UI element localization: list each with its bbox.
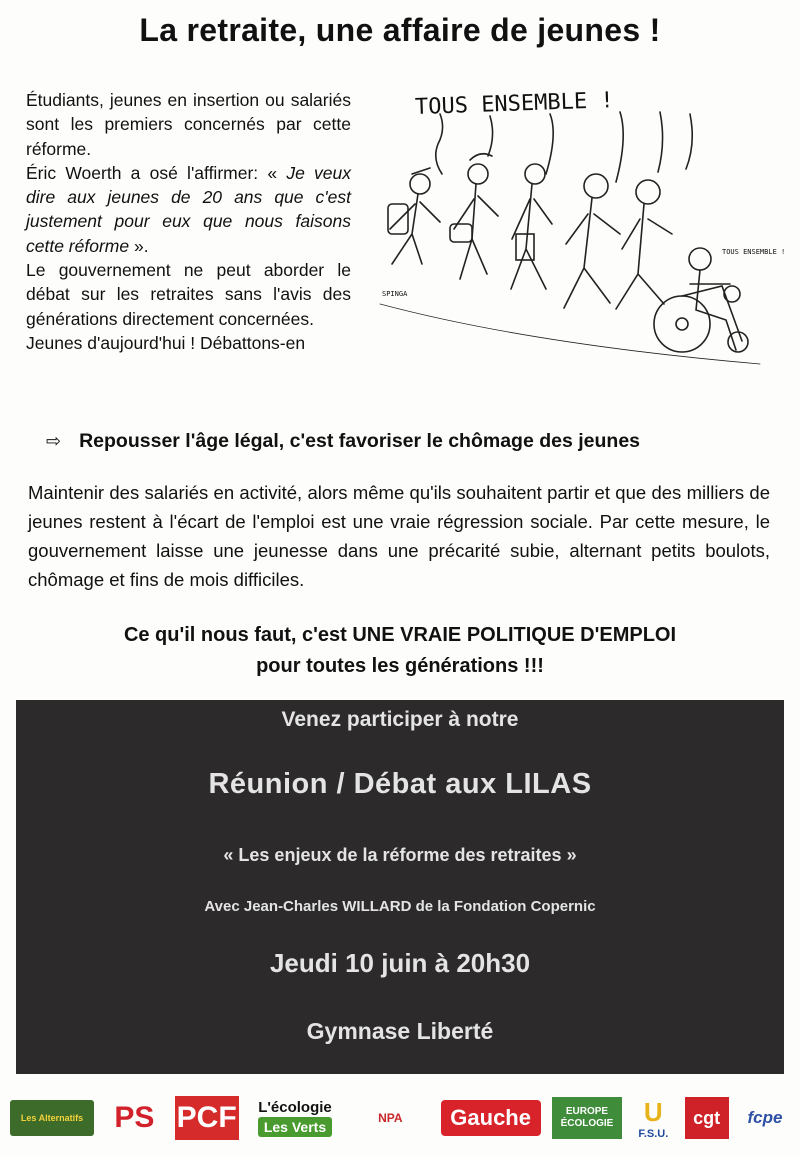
cartoon-small-caption: TOUS ENSEMBLE ! [722, 248, 786, 256]
section-heading-text: Repousser l'âge légal, c'est favoriser le chômage des jeunes [79, 430, 641, 452]
callout [0, 620, 800, 682]
intro-text [26, 88, 351, 355]
pcf-logo: PCF [175, 1096, 239, 1140]
callout-line2: pour toutes les générations !!! [256, 655, 544, 677]
event-title: Réunion / Débat aux LILAS [208, 768, 592, 800]
ps-logo: PS [114, 1101, 155, 1134]
callout-line1: Ce qu'il nous faut, c'est UNE VRAIE POLITIQUE D'EMPLOI [123, 624, 677, 646]
alternatifs-logo: Les Alternatifs [10, 1100, 94, 1136]
event-speaker: Avec Jean-Charles WILLARD de la Fondation Copernic [204, 898, 596, 915]
cartoon-signature: SPINGA [382, 290, 408, 298]
europe-ecologie-logo: EUROPE ÉCOLOGIE [552, 1097, 622, 1139]
event-theme: « Les enjeux de la réforme des retraites » [223, 845, 577, 865]
section-heading [46, 430, 766, 453]
intro-p3: Le gouvernement ne peut aborder le débat sur les retraites sans l'avis des générations directement concernées. [26, 260, 351, 329]
event-invite: Venez participer à notre [281, 708, 519, 731]
fsu-logo: U F.S.U. [638, 1096, 669, 1140]
intro-p1: Étudiants, jeunes en insertion ou salariés sont les premiers concernés par cette réforme. [26, 90, 351, 159]
event-place: Gymnase Liberté [306, 1018, 494, 1044]
fcpe-logo: fcpe [747, 1108, 783, 1127]
parti-de-gauche-logo: Gauche [441, 1100, 541, 1136]
page-title: La retraite, une affaire de jeunes ! [139, 12, 661, 48]
woerth-quote: Je veux dire aux jeunes de 20 ans que c'est justement pour eux que nous faisons cette réforme [26, 162, 351, 256]
verts-logo: L'écologie Les Verts [258, 1099, 332, 1135]
intro-p4: Jeunes d'aujourd'hui ! Débattons-en [26, 332, 306, 353]
cartoon-illustration [360, 74, 790, 374]
arrow-icon: ⇨ [46, 431, 62, 451]
event-date: Jeudi 10 juin à 20h30 [269, 948, 531, 978]
logo-strip [10, 1090, 790, 1146]
body-paragraph: Maintenir des salariés en activité, alors même qu'ils souhaitent partir et que des milliers de jeunes restent à l'écart de l'emploi est une vraie régression sociale. Par cette mesure, le gouvernement laisse une jeunesse dans une précarité subie, alternant petits boulots, chômage et fins de mois difficiles. [28, 482, 770, 590]
event-box [16, 700, 784, 1074]
npa-logo: NPA [378, 1111, 403, 1125]
cartoon-caption: TOUS ENSEMBLE ! [414, 88, 615, 121]
cgt-logo: cgt [685, 1097, 729, 1139]
intro-p2: Éric Woerth a osé l'affirmer: « Je veux dire aux jeunes de 20 ans que c'est justement pour eux que nous faisons cette réforme ». [26, 162, 351, 256]
